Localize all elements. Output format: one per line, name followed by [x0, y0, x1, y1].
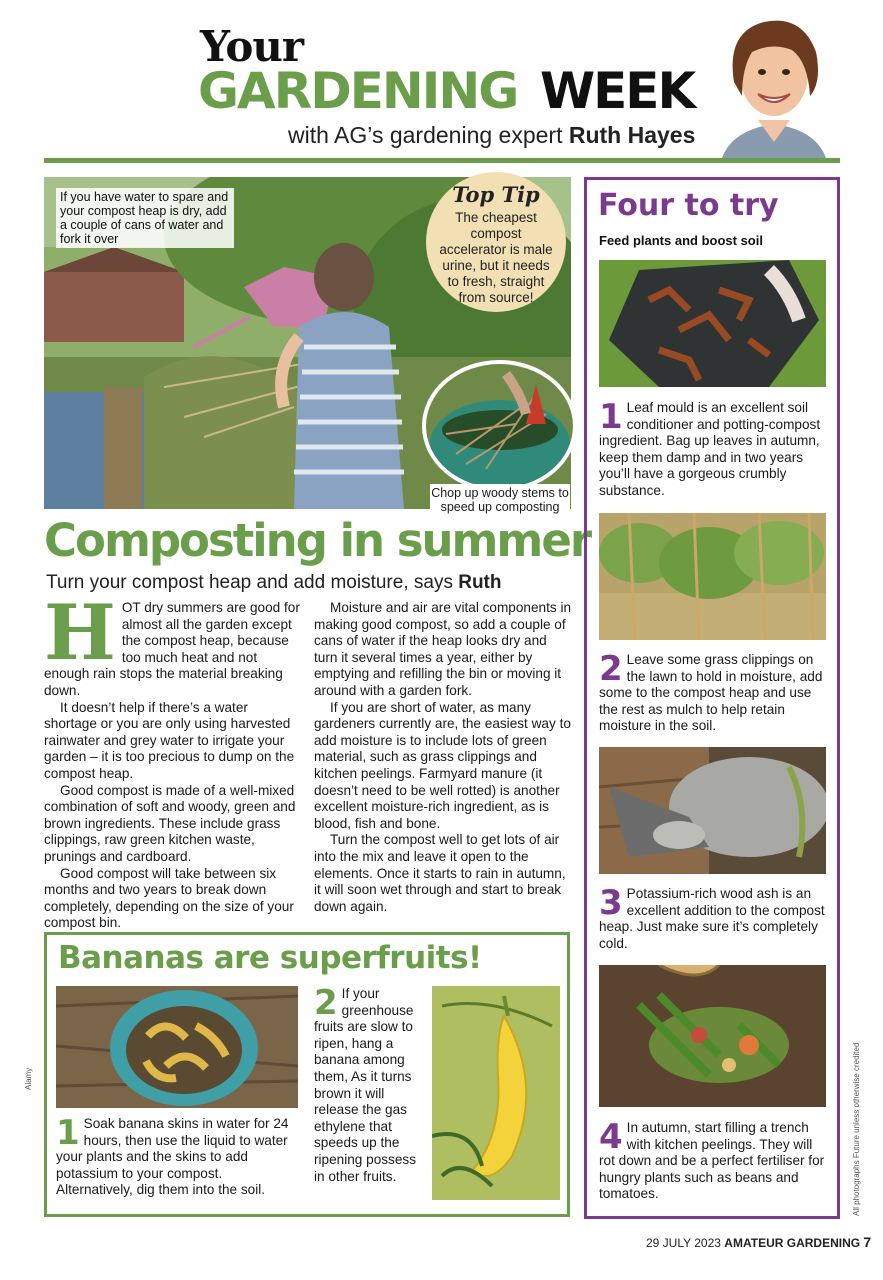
caption-chop: Chop up woody stems to speed up composting: [431, 486, 569, 514]
footer-magazine: AMATEUR GARDENING: [724, 1236, 861, 1250]
four-item-2: [599, 649, 827, 735]
tip-number: 2: [314, 983, 338, 1023]
credit-photos: All photographs Future unless otherwise credited: [852, 1042, 861, 1216]
header-week: WEEK: [540, 62, 695, 120]
header-gardening: GARDENING: [198, 62, 518, 120]
article-column-1: [44, 588, 302, 932]
inset-photo: [422, 360, 577, 492]
banana-tip-1: [56, 1113, 292, 1199]
top-tip-title: Top Tip: [452, 182, 540, 207]
leaf-mould-photo: [599, 260, 826, 387]
caption-water: If you have water to spare and your compost heap is dry, add a couple of cans of water and fork it over: [56, 188, 234, 248]
four-to-try-title: Four to try: [598, 188, 779, 223]
paragraph: It doesn’t help if there’s a water shortage or you are only using harvested rainwater and grey water to irrigate your garden – it is too precious to dump on the compost heap.: [44, 699, 295, 781]
four-item-4: [599, 1117, 827, 1203]
item-text: In autumn, start filling a trench with kitchen peelings. They will rot down and be a perfect fertiliser for hungry plants such as beans and tomatoes.: [599, 1120, 825, 1202]
paragraph: [44, 588, 302, 700]
byline-text: with AG’s gardening expert: [288, 122, 563, 148]
page-footer: [646, 1234, 871, 1250]
bananas-title: Bananas are superfruits!: [58, 940, 482, 976]
footer-date: 29 JULY 2023: [646, 1236, 721, 1250]
hanging-banana-photo: [432, 986, 560, 1200]
top-tip-text: The cheapest compost accelerator is male urine, but it needs to fresh, straight from source!: [439, 210, 553, 305]
four-item-3: [599, 883, 827, 952]
paragraph: If you are short of water, as many gardeners currently are, the easiest way to add moisture is to include lots of green material, such as grass clippings and kitchen peelings. Farmyard manure (it doesn’t need to be well rotted) is another excellent moisture-rich ingredient, as is blood, fish and bone.: [314, 699, 571, 831]
paragraph-text: OT dry summers are good for almost all the garden except the compost heap, because too much heat and not enough rain stops the material breaking down.: [44, 600, 300, 698]
item-number: 3: [599, 883, 623, 923]
paragraph: Good compost is made of a well-mixed combination of soft and woody, green and brown ingredients. These include grass clippings, raw green kitchen waste, prunings and cardboard.: [44, 782, 296, 864]
kitchen-peelings-photo: [599, 965, 826, 1107]
item-text: Leave some grass clippings on the lawn to hold in moisture, add some to the compost heap and use the rest as mulch to help retain moisture in the soil.: [599, 652, 823, 734]
page-number: 7: [863, 1234, 872, 1250]
item-text: Potassium-rich wood ash is an excellent addition to the compost heap. Just make sure it’s completely cold.: [599, 886, 825, 951]
standfirst-name: Ruth: [458, 572, 502, 593]
four-item-1: [599, 397, 827, 500]
wood-ash-photo: [599, 747, 826, 874]
tip-text: If your greenhouse fruits are slow to ripen, hang a banana among them, As it turns brown it will release the gas ethylene that speeds up the ripening possess in other fruits.: [314, 986, 417, 1184]
item-text: Leaf mould is an excellent soil conditioner and potting-compost ingredient. Bag up leaves in autumn, keep them damp and in two years you’ll have a gorgeous crumbly substance.: [599, 400, 821, 498]
header-rule: [44, 158, 840, 163]
paragraph: Good compost will take between six months and two years to break down completely, depending on the size of your compost bin.: [44, 865, 294, 931]
paragraph: Moisture and air are vital components in making good compost, so add a couple of cans of water if the heap looks dry and turn it several times a year, either by emptying and refilling the bin or moving it around with a garden fork.: [314, 600, 572, 698]
credit-alamy: Alamy: [24, 1067, 33, 1090]
article-column-2: [314, 600, 572, 915]
paragraph: Turn the compost well to get lots of air into the mix and leave it open to the elements. Once it starts to rain in autumn, it will soon wet through and start to break down again.: [314, 832, 566, 914]
item-number: 1: [599, 397, 623, 437]
four-to-try-subtitle: Feed plants and boost soil: [599, 233, 763, 248]
header-your: Your: [200, 22, 304, 71]
tip-number: 1: [56, 1113, 80, 1153]
standfirst-text: Turn your compost heap and add moisture, says: [46, 572, 453, 593]
drop-cap: H: [44, 588, 116, 677]
top-tip-badge: [426, 172, 566, 312]
item-number: 2: [599, 649, 623, 689]
article-title: Composting in summer: [44, 514, 591, 567]
grass-clippings-photo: [599, 513, 826, 640]
author-photo: [712, 12, 836, 158]
byline-expert: Ruth Hayes: [568, 122, 696, 148]
tip-text: Soak banana skins in water for 24 hours, then use the liquid to water your plants and the skins to add potassium to your compost. Alternatively, dig them into the soil.: [56, 1116, 289, 1198]
item-number: 4: [599, 1117, 623, 1157]
banana-tip-2: [314, 983, 426, 1185]
header-byline: [288, 122, 695, 149]
banana-skins-photo: [56, 986, 298, 1108]
